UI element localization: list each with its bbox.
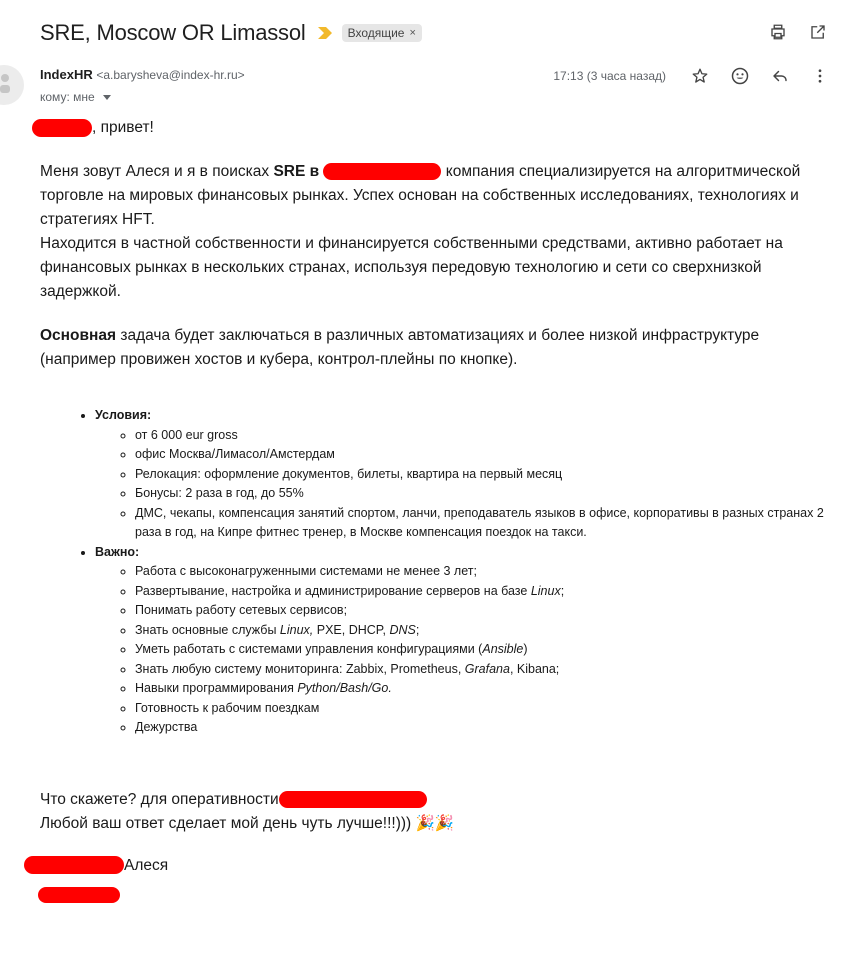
- email-subject-row: [40, 18, 848, 48]
- open-in-new-window-icon[interactable]: [808, 22, 828, 42]
- inbox-label-chip: [342, 24, 422, 42]
- redaction-mark: [38, 887, 120, 903]
- recipients-text: кому: мне: [40, 90, 95, 104]
- importance-marker-icon[interactable]: [318, 27, 332, 39]
- spacer: [40, 836, 835, 854]
- star-icon[interactable]: [690, 66, 710, 86]
- conditions-item: • Условия: ◦ от 6 000 eur gross ◦ офис Москва/Лимасол/Амстердам ◦ Релокация: оформление документов, билеты, квартира на первый месяц ◦ Бонусы: 2 раза в год, до 55% ◦ ДМС, чекапы, компенсация занятий спортом, ланчи, преподаватель языков в офисе, корпоративы в разных странах 2 раза в год, на Кипре фитнес тренер, в Москве компенсация поездок на такси.: [95, 406, 835, 543]
- task-paragraph: Основная задача будет заключаться в различных автоматизациях и более низкой инфраструктуре (например провижен хостов и кубера, контрол-плейны по кнопке).: [40, 327, 760, 368]
- print-icon[interactable]: [768, 22, 788, 42]
- recipients-row: [40, 90, 111, 104]
- signature-name: Алеся: [124, 856, 169, 874]
- list-item: ◦ ДМС, чекапы, компенсация занятий спортом, ланчи, преподаватель языков в офисе, корпоративы в разных странах 2 раза в год, на Кипре фитнес тренер, в Москве компенсация поездок на такси.: [135, 504, 835, 543]
- person-icon: [0, 73, 10, 95]
- list-item: ◦ Релокация: оформление документов, билеты, квартира на первый месяц: [135, 465, 835, 485]
- list-item: ◦ Знать любую систему мониторинга: Zabbix, Prometheus, Grafana, Kibana;: [135, 660, 835, 680]
- inbox-label-text: Входящие: [347, 26, 405, 40]
- list-item: ◦ Бонусы: 2 раза в год, до 55%: [135, 484, 835, 504]
- closing-line: Любой ваш ответ сделает мой день чуть лучше!!!))) 🎉🎉: [40, 814, 455, 832]
- list-item: ◦ офис Москва/Лимасол/Амстердам: [135, 445, 835, 465]
- spacer: [40, 304, 835, 324]
- company-paragraph: Находится в частной собственности и финансируется собственными средствами, активно работает на финансовых рынках в нескольких странах, используя передовую технологию и сети со сверхнизкой задержкой.: [40, 235, 783, 300]
- list-item: ◦ Развертывание, настройка и администрирование серверов на базе Linux;: [135, 582, 835, 602]
- spacer: [40, 738, 835, 788]
- important-sublist: [95, 562, 835, 738]
- requirements-list: [40, 406, 835, 738]
- list-item: ◦ Работа с высоконагруженными системами не менее 3 лет;: [135, 562, 835, 582]
- greeting: , привет!: [40, 116, 835, 140]
- email-body: [40, 116, 835, 908]
- remove-label-button[interactable]: ×: [409, 27, 416, 39]
- redacted-company-link: [323, 163, 441, 180]
- header-actions: [768, 22, 828, 42]
- spacer: [40, 140, 835, 160]
- email-subject: SRE, Moscow OR Limassol: [40, 20, 306, 45]
- list-item: ◦ Знать основные службы Linux, PXE, DHCP, DNS;: [135, 621, 835, 641]
- list-item: ◦ Уметь работать с системами управления конфигурациями (Ansible): [135, 640, 835, 660]
- intro-paragraph: Меня зовут Алеся и я в поисках SRE в компания специализируется на алгоритмической торговле на мировых финансовых рынках. Успех основан на собственных исследованиях, технологиях и стратегиях HFT.: [40, 163, 801, 228]
- list-item: ◦ от 6 000 eur gross: [135, 426, 835, 446]
- important-item: • Важно: ◦ Работа с высоконагруженными системами не менее 3 лет; ◦ Развертывание, настройка и администрирование серверов на базе Linux; ◦ Понимать работу сетевых сервисов; ◦ Знать основные службы Linux, PXE, DHCP, DNS; ◦ Уметь работать с системами управления конфигурациями (Ansible) ◦ Знать любую систему мониторинга: Zabbix, Prometheus, Grafana, Kibana; ◦ Навыки программирования Python/Bash/Go. ◦ Готовность к рабочим поездкам ◦ Дежурства: [95, 543, 835, 738]
- redaction-mark: [24, 856, 124, 874]
- emoji-reaction-icon[interactable]: [730, 66, 750, 86]
- signature: [40, 854, 835, 908]
- more-vert-icon[interactable]: [810, 66, 830, 86]
- message-timestamp: 17:13 (3 часа назад): [553, 69, 666, 83]
- list-item: ◦ Понимать работу сетевых сервисов;: [135, 601, 835, 621]
- sender-name[interactable]: IndexHR: [40, 67, 93, 82]
- conditions-sublist: [95, 426, 835, 543]
- redaction-mark: [32, 119, 92, 137]
- sender-row: [40, 67, 245, 82]
- sender-avatar: [0, 65, 24, 105]
- list-item: ◦ Дежурства: [135, 718, 835, 738]
- reply-icon[interactable]: [770, 66, 790, 86]
- list-item: ◦ Готовность к рабочим поездкам: [135, 699, 835, 719]
- show-details-caret-icon[interactable]: [103, 95, 111, 100]
- list-item: ◦ Навыки программирования Python/Bash/Go.: [135, 679, 835, 699]
- message-actions: [553, 66, 830, 86]
- redacted-contact-link: [279, 791, 427, 808]
- sender-email: <a.barysheva@index-hr.ru>: [96, 68, 245, 82]
- spacer: [40, 372, 835, 406]
- closing-question: Что скажете? для оперативности: [40, 788, 835, 812]
